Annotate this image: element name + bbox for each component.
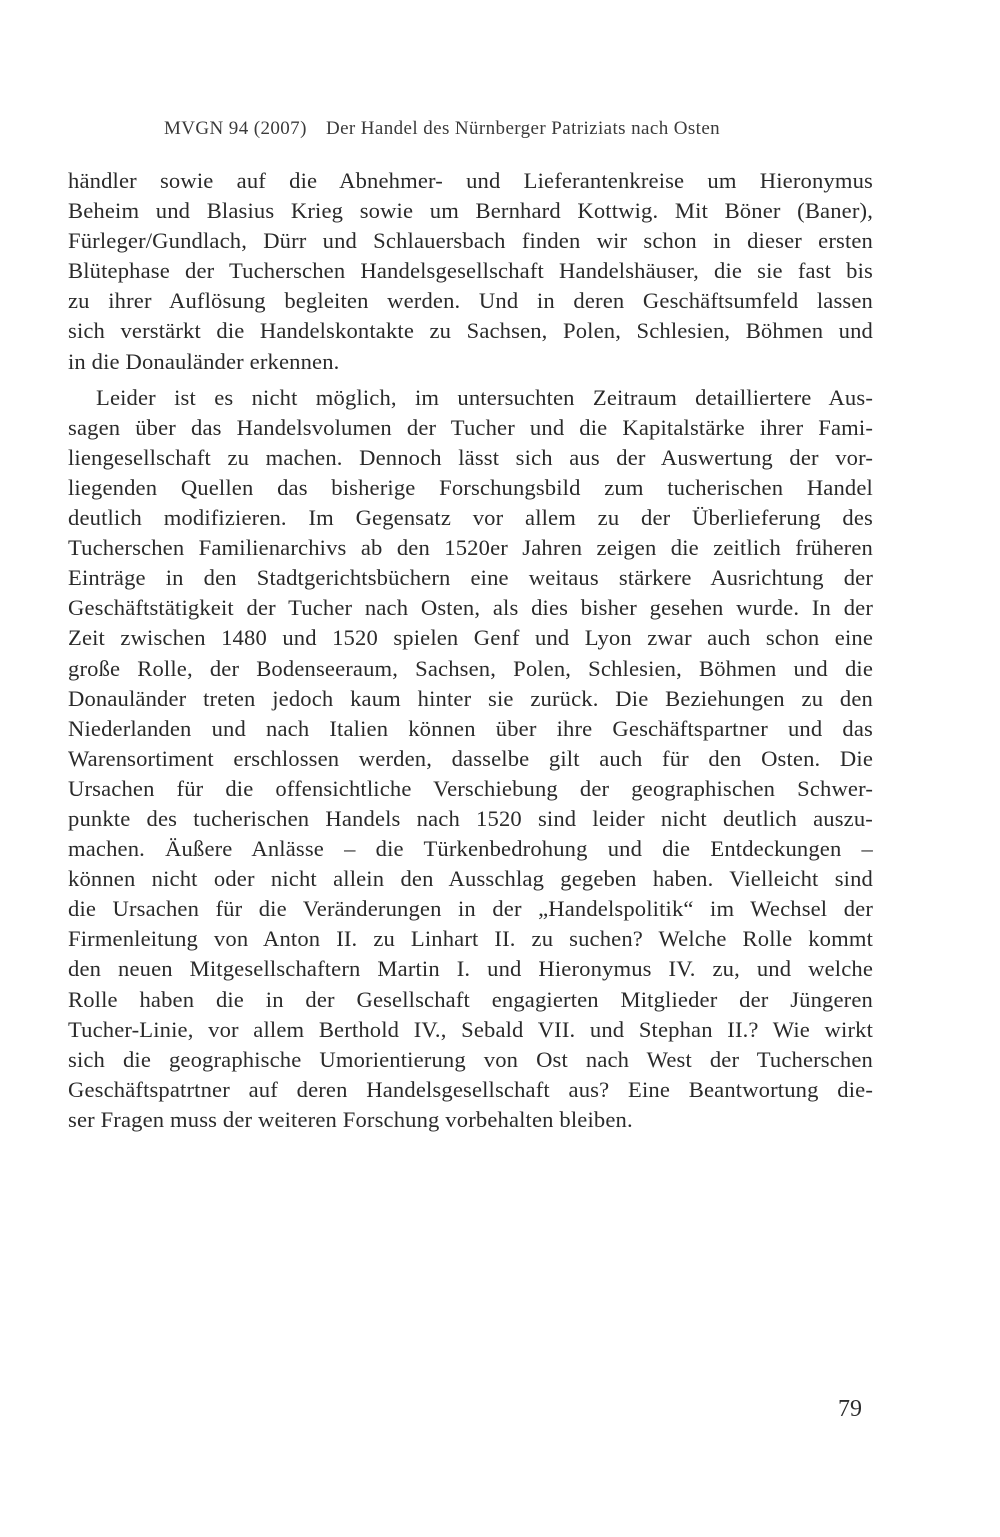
paragraph — [68, 383, 873, 1135]
text-line: machen. Äußere Anlässe – die Türkenbedrohung und die Entdeckungen – — [68, 836, 873, 862]
text-line: Geschäftspatrtner auf deren Handelsgesellschaft aus? Eine Beantwortung die- — [68, 1076, 873, 1102]
text-line: können nicht oder nicht allein den Ausschlag gegeben haben. Vielleicht sind — [68, 866, 873, 892]
text-line: sich verstärkt die Handelskontakte zu Sachsen, Polen, Schlesien, Böhmen und — [68, 318, 873, 344]
body-text — [68, 166, 873, 1135]
text-line: punkte des tucherischen Handels nach 1520 sind leider nicht deutlich auszu- — [68, 805, 873, 831]
text-line: Geschäftstätigkeit der Tucher nach Osten, als dies bisher gesehen wurde. In der — [68, 595, 873, 621]
text-line: in die Donauländer erkennen. — [68, 348, 340, 374]
paragraph — [68, 166, 873, 377]
text-line: sich die geographische Umorientierung von Ost nach West der Tucherschen — [68, 1046, 873, 1072]
text-line: Donauländer treten jedoch kaum hinter sie zurück. Die Beziehungen zu den — [68, 685, 873, 711]
text-line: Niederlanden und nach Italien können über ihre Geschäftspartner und das — [68, 715, 873, 741]
text-line: liegenden Quellen das bisherige Forschungsbild zum tucherischen Handel — [68, 474, 873, 500]
text-line: liengesellschaft zu machen. Dennoch lässt sich aus der Auswertung der vor- — [68, 444, 873, 470]
running-head-title: Der Handel des Nürnberger Patriziats nach Osten — [325, 118, 721, 139]
text-line: Tucher-Linie, vor allem Berthold IV., Sebald VII. und Stephan II.? Wie wirkt — [68, 1016, 873, 1042]
text-line: Leider ist es nicht möglich, im untersuchten Zeitraum detailliertere Aus- — [96, 384, 873, 410]
text-line: Blütephase der Tucherschen Handelsgesellschaft Handelshäuser, die sie fast bis — [68, 258, 873, 284]
text-line: den neuen Mitgesellschaftern Martin I. und Hieronymus IV. zu, und welche — [68, 956, 873, 982]
text-line: Zeit zwischen 1480 und 1520 spielen Genf und Lyon zwar auch schon eine — [68, 625, 873, 651]
text-line: Rolle haben die in der Gesellschaft engagierten Mitglieder der Jüngeren — [68, 986, 873, 1012]
text-line: Firmenleitung von Anton II. zu Linhart II. zu suchen? Welche Rolle kommt — [68, 926, 873, 952]
text-line: die Ursachen für die Veränderungen in der „Handelspolitik“ im Wechsel der — [68, 896, 873, 922]
text-line: Beheim und Blasius Krieg sowie um Bernhard Kottwig. Mit Böner (Baner), — [68, 198, 873, 224]
page-number: 79 — [838, 1396, 862, 1422]
text-line: Warensortiment erschlossen werden, dasselbe gilt auch für den Osten. Die — [68, 745, 873, 771]
text-line: zu ihrer Auflösung begleiten werden. Und in deren Geschäftsumfeld lassen — [68, 288, 873, 314]
text-line: Einträge in den Stadtgerichtsbüchern eine weitaus stärkere Ausrichtung der — [68, 565, 873, 591]
text-line: Tucherschen Familienarchivs ab den 1520er Jahren zeigen die zeitlich früheren — [68, 535, 873, 561]
text-line: große Rolle, der Bodenseeraum, Sachsen, Polen, Schlesien, Böhmen und die — [68, 655, 873, 681]
text-line: sagen über das Handelsvolumen der Tucher und die Kapitalstärke ihrer Fami- — [68, 414, 873, 440]
text-line: Fürleger/Gundlach, Dürr und Schlauersbach finden wir schon in dieser ersten — [68, 228, 873, 254]
text-line: ser Fragen muss der weiteren Forschung vorbehalten bleiben. — [68, 1106, 633, 1132]
text-line: deutlich modifizieren. Im Gegensatz vor allem zu der Überlieferung des — [68, 505, 873, 531]
text-line: Ursachen für die offensichtliche Verschiebung der geographischen Schwer- — [68, 775, 873, 801]
running-head-journal: MVGN 94 (2007) — [164, 118, 307, 139]
running-head — [164, 118, 884, 140]
text-line: händler sowie auf die Abnehmer- und Lieferantenkreise um Hieronymus — [68, 168, 873, 193]
